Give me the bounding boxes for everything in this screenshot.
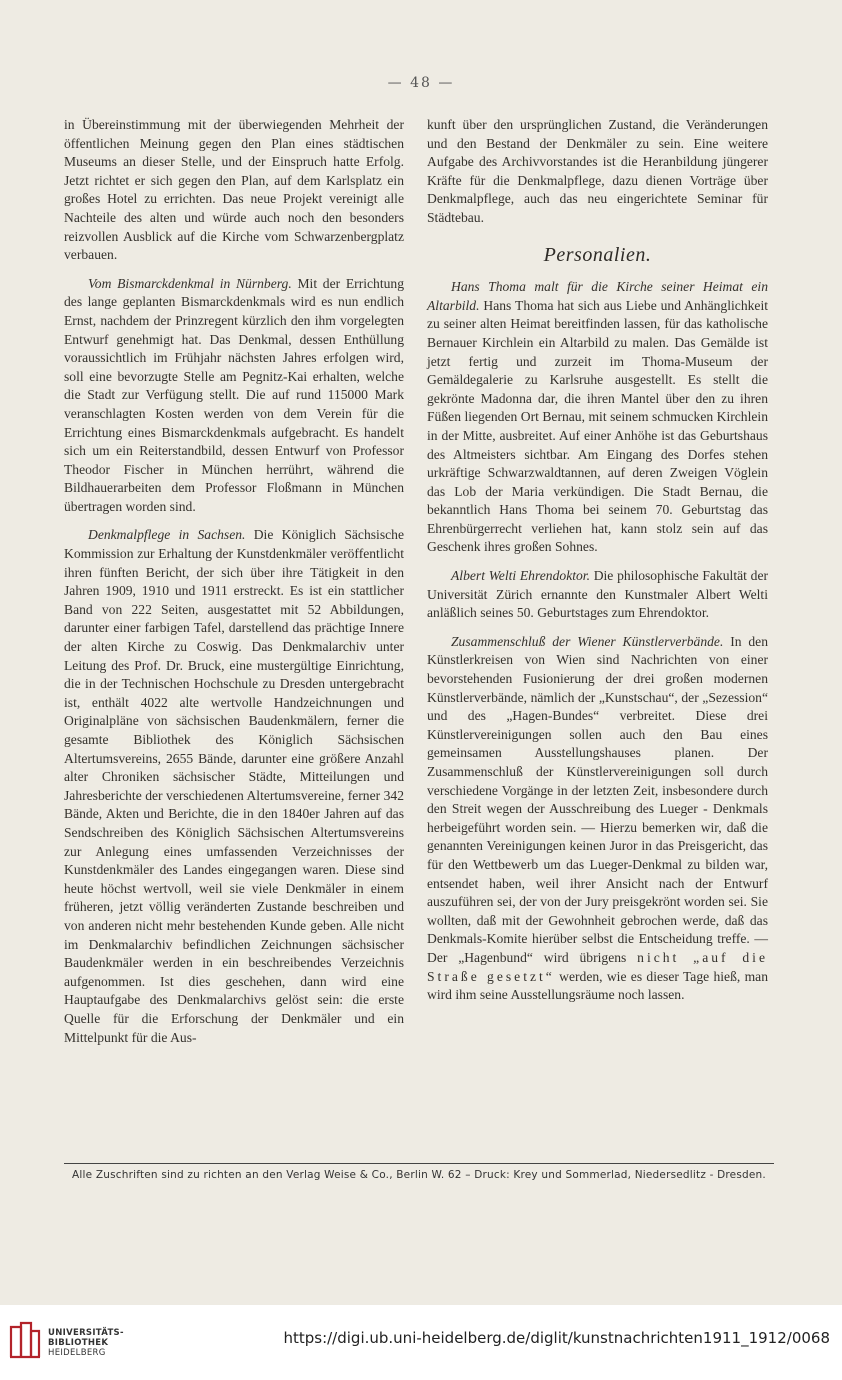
article-bismarckdenkmal — [64, 275, 404, 517]
viewer-bottom-bar — [0, 1305, 842, 1380]
page-number: — 48 — — [387, 75, 455, 91]
article-title: Hans Thoma malt für die Kirche seiner Heimat ein Altarbild. — [427, 279, 768, 313]
footer-divider — [64, 1163, 774, 1164]
article-thoma — [427, 278, 768, 557]
article-wiener-kuenstler — [427, 633, 768, 1005]
article-body: In den Künstlerkreisen von Wien sind Nachrichten von einer bevorstehenden Fusionierung der drei großen modernen Künstlerverbände, nämlich der „Kunstschau“, der „Sezession“ und des „Hagen-Bundes“ verbreitet. Diese drei Künstlervereinigungen sollen auch den Bau eines gemeinsamen Ausstellungshauses planen. Der Zusammenschluß der Künstlervereinigungen soll durch verschiedene Vorgänge in der letzten Zeit, insbesondere durch den Streit wegen der Ausschreibung des Lueger - Denkmals herbeigeführt worden sein. — Hierzu bemerken wir, daß die genannten Vereinigungen keinen Juror in das Preisgericht, das für den Wettbewerb um das Lueger-Denkmal zu bilden war, entsendet haben, weil ihrer Ansicht nach der Entwurf auszuführen sei, der von der Jury preisgekrönt worden sei. Sie wollten, daß mit der Gewohnheit gebrochen werde, daß das Denkmals-Komite hierüber selbst die Entscheidung treffe. — Der „Hagenbund“ wird übrigens — [427, 633, 768, 965]
article-denkmalpflege — [64, 526, 404, 1047]
permalink-url[interactable]: https://digi.ub.uni-heidelberg.de/diglit/kunstnachrichten1911_1912/0068 — [283, 1329, 830, 1347]
library-name-line2: BIBLIOTHEK — [48, 1338, 109, 1348]
library-name — [48, 1328, 124, 1358]
section-title-personalien: Personalien. — [543, 243, 652, 266]
article-title: Denkmalpflege in Sachsen. — [88, 527, 246, 543]
library-name-line3: HEIDELBERG — [48, 1348, 106, 1358]
library-name-line1: UNIVERSITÄTS- — [48, 1328, 124, 1338]
article-title: Vom Bismarckdenkmal in Nürnberg. — [88, 275, 292, 291]
right-column — [427, 116, 768, 1015]
left-column — [64, 116, 404, 1057]
paragraph-continued: kunft über den ursprünglichen Zustand, die Veränderungen und den Bestand der Denkmäler zu sein. Eine weitere Aufgabe des Archivvorstandes ist die Heranbildung jüngerer Kräfte für die Denkmalpflege, dazu dienen Vorträge über Denkmalpflege, auch das neu eingerichtete Seminar für Städtebau. — [427, 117, 768, 225]
article-body: Die Königlich Sächsische Kommission zur Erhaltung der Kunstdenkmäler veröffentlicht ihren fünften Bericht, der sich über ihre Tätigkeit in den Jahren 1909, 1910 und 1911 erstreckt. Es ist ein stattlicher Band von 222 Seiten, ausgestattet mit 52 Abbildungen, darunter einer farbigen Tafel, darstellend das prächtige Innere der alten Kirche zu Coswig. Das Denkmalarchiv unter Leitung des Prof. Dr. Bruck, eine mustergültige Einrichtung, die in der Technischen Hochschule zu Dresden untergebracht ist, enthält 4022 alte wertvolle Handzeichnungen und Originalpläne von sächsischen Baudenkmälern, ferner die gesamte Bibliothek des Königlich Sächsischen Altertumsvereins, 2655 Bände, darunter eine größere Anzahl alter Chroniken sächsischer Städte, Mitteilungen und Jahresberichte der verschiedenen Altertumsvereine, ferner 342 Bände, Akten und Berichte, die in den 1840er Jahren auf das Sendschreiben des Königlich Sächsischen Altertumsvereins zur Anlegung eines umfassenden Verzeichnisses der Kunstdenkmäler des Landes eingegangen waren. Diese sind heute höchst wertvoll, weil sie viele Denkmäler in einem früheren, jetzt völlig veränderten Zustande beschreiben und von anderen nicht mehr bestehenden Kunde geben. Alle nicht im Denkmalarchiv befindlichen Zeichnungen sächsischer Baudenkmäler werden in ein beschreibendes Verzeichnis aufgenommen. Ist dies geschehen, dann wird eine Hauptaufgabe des Denkmalarchivs gelöst sein: die erste Quelle für die Erforschung der Denkmäler und ein Mittelpunkt für die Aus- — [64, 527, 404, 1045]
paragraph-intro: in Übereinstimmung mit der überwiegenden Mehrheit der öffentlichen Meinung gegen den Plan eines städtischen Museums an dieser Stelle, und der Einspruch hatte Erfolg. Jetzt richtet er sich gegen den Plan, auf dem Karlsplatz ein großes Hotel zu errichten. Das neue Projekt vereinigt alle Nachteile des alten und würde auch noch den besonders reizvollen Ausblick auf die Kirche vom Schwarzenbergplatz verbauen. — [64, 117, 404, 263]
publisher-footer: Alle Zuschriften sind zu richten an den Verlag Weise & Co., Berlin W. 62 – Druck: Krey und Sommerlad, Niedersedlitz - Dresden. — [72, 1169, 766, 1181]
article-welti — [427, 567, 768, 623]
article-title: Zusammenschluß der Wiener Künstlerverbände. — [451, 633, 724, 649]
article-body: Hans Thoma hat sich aus Liebe und Anhänglichkeit zu seiner alten Heimat bereitfinden lassen, für das katholische Bernauer Kirchlein ein Altarbild zu malen. Das Gemälde ist jetzt fertig und zurzeit im Thoma-Museum der Gemäldegalerie zu Karlsruhe ausgestellt. Es stellt die gekrönte Madonna dar, die ihren Mantel über den zu ihren Füßen liegenden Ort Bernau, mit seinem schmucken Kirchlein in der Mitte, ausbreitet. Auf einer Anhöhe ist das Geburtshaus des Altmeisters sichtbar. Am Eingang des Dorfes stehen urkräftige Schwarzwaldtannen, auf deren Zweigen Vöglein das Lob der Maria verkündigen. Die Stadt Bernau, die bekanntlich Hans Thoma bei seinem 70. Geburtstag das Ehrenbürgerrecht verliehen hat, kann stolz sein auf das Geschenk ihres großen Sohnes. — [427, 297, 768, 555]
article-body: Die philosophische Fakultät der Universität Zürich ernannte den Kunstmaler Albert Welti anläßlich seines 50. Geburtstages zum Ehrendoktor. — [427, 568, 769, 621]
spaced-emphasis: nicht „auf die Straße gesetzt“ — [427, 949, 768, 984]
article-body: Mit der Errichtung des lange geplanten Bismarckdenkmals wird es nun endlich Ernst, nachdem der Prinzregent kürzlich den ihm vorgelegten Entwurf genehmigt hat. Das Denkmal, dessen Enthüllung voraussichtlich im Frühjahr nächsten Jahres erfolgen wird, soll eine bevorzugte Stelle am Pegnitz-Kai erhalten, welche die Stadt zur Verfügung stellt. Die auf rund 115000 Mark veranschlagten Kosten werden von dem Verein für die Errichtung eines Bismarckdenkmals aufgebracht. Es handelt sich um ein Reiterstandbild, dessen Entwurf von Professor Theodor Fischer in München herrührt, während die Bildhauerarbeiten dem Professor Floßmann in München übertragen worden sind. — [64, 275, 404, 514]
library-logo[interactable] — [8, 1319, 178, 1367]
library-emblem-icon — [8, 1319, 42, 1359]
article-body-end: werden, wie es dieser Tage hieß, man wird ihm seine Ausstellungsräume noch lassen. — [427, 968, 769, 1003]
article-title: Albert Welti Ehrendoktor. — [451, 568, 590, 584]
